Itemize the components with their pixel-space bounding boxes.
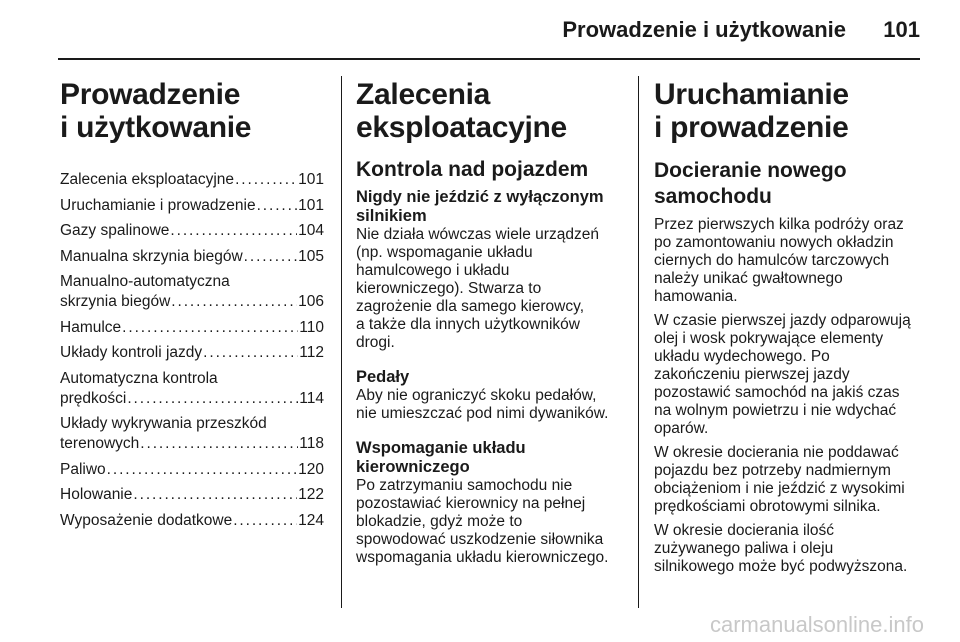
section-subtitle: Kontrola nad pojazdem	[356, 158, 589, 181]
paragraph: Przez pierwszych kilka podróży oraz po zamontowaniu nowych okładzin ciernych do hamulców tarczowych należy unikać gwałtownego hamowania.	[654, 216, 904, 305]
chapter-contents-column	[60, 60, 324, 536]
table-of-contents	[60, 170, 324, 531]
starting-driving-column	[654, 60, 924, 576]
toc-item[interactable]: Wyposażenie dodatkowe . . . 124	[60, 511, 324, 531]
topic-text: Nie działa wówczas wiele urządzeń (np. wspomaganie układu hamulcowego i układu kierowniczego). Stwarza to zagrożenie dla samego kierowcy, a także dla innych użytkowników drogi.	[356, 226, 599, 351]
column-divider-left	[341, 76, 342, 608]
section-title: Zalecenia eksploatacyjne	[356, 78, 567, 144]
toc-item[interactable]: Gazy spalinowe . . . 104	[60, 221, 324, 241]
page-number: 101	[883, 17, 920, 42]
chapter-title: Prowadzenie i użytkowanie	[60, 78, 252, 144]
topic-text: Aby nie ograniczyć skoku pedałów, nie umieszczać pod nimi dywaników.	[356, 387, 609, 422]
watermark: carmanualsonline.info	[709, 612, 924, 637]
section-subtitle: Docieranie nowego samochodu	[654, 159, 847, 208]
toc-item[interactable]: Paliwo . . . 120	[60, 460, 324, 480]
toc-item[interactable]: Układy wykrywania przeszkód terenowych . . . 118	[60, 414, 324, 454]
toc-item[interactable]: Hamulce . . . 110	[60, 318, 324, 338]
column-divider-right	[638, 76, 639, 608]
topic-heading: Nigdy nie jeździć z wyłączonym silnikiem	[356, 188, 604, 225]
toc-item[interactable]: Manualno-automatyczna skrzynia biegów . . . 106	[60, 272, 324, 312]
toc-item[interactable]: Holowanie . . . 122	[60, 485, 324, 505]
section-title: Uruchamianie i prowadzenie	[654, 78, 849, 144]
paragraph: W czasie pierwszej jazdy odparowują olej i wosk pokrywające elementy układu wydechowego. Po zakończeniu pierwszej jazdy pozostawić samochód na jakiś czas na wolnym powietrzu i nie wdychać oparów.	[654, 312, 911, 437]
page-header	[0, 0, 960, 60]
topic-heading: Pedały	[356, 368, 410, 386]
paragraph: W okresie docierania nie poddawać pojazdu bez potrzeby nadmiernym obciążeniom i nie jeździć z wysokimi prędkościami obrotowymi silnika.	[654, 444, 905, 515]
toc-item[interactable]: Układy kontroli jazdy . . . 112	[60, 343, 324, 363]
toc-item[interactable]: Uruchamianie i prowadzenie . . . 101	[60, 196, 324, 216]
paragraph: W okresie docierania ilość zużywanego paliwa i oleju silnikowego może być podwyższona.	[654, 522, 908, 575]
header-title: Prowadzenie i użytkowanie	[562, 17, 846, 42]
topic-heading: Wspomaganie układu kierowniczego	[356, 439, 526, 476]
toc-item[interactable]: Automatyczna kontrola prędkości . . . 114	[60, 369, 324, 409]
operating-recommendations-column	[356, 60, 624, 567]
toc-item[interactable]: Zalecenia eksploatacyjne . . . 101	[60, 170, 324, 190]
topic-text: Po zatrzymaniu samochodu nie pozostawiać kierownicy na pełnej blokadzie, gdyż może to spowodować uszkodzenie siłownika wspomagania układu kierowniczego.	[356, 477, 609, 566]
toc-item[interactable]: Manualna skrzynia biegów . . . 105	[60, 247, 324, 267]
